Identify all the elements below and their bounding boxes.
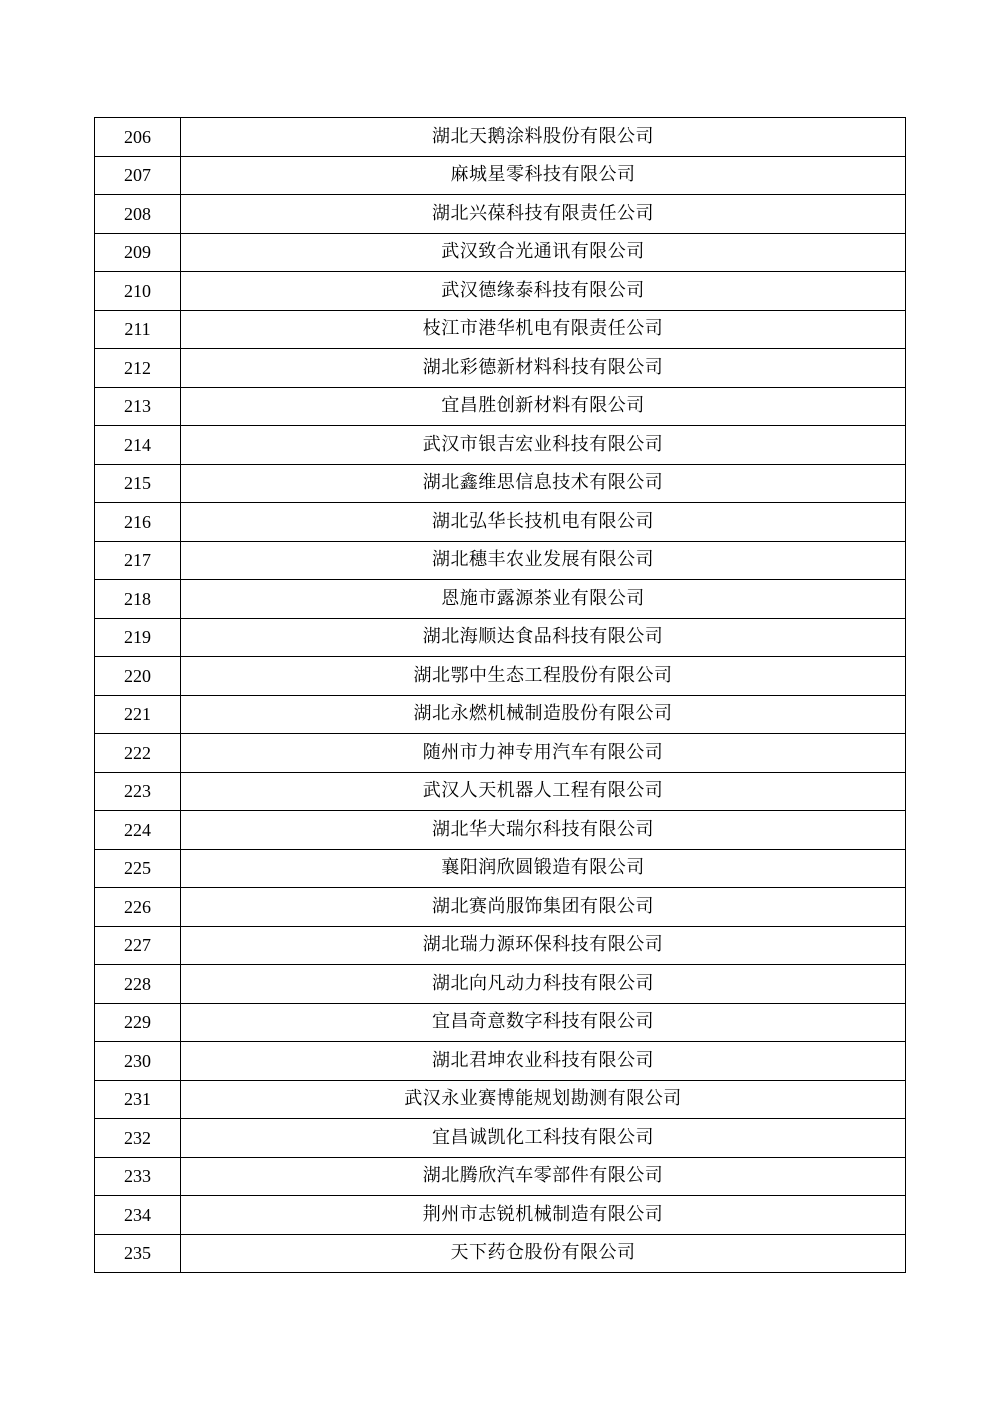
- row-number: 215: [95, 464, 181, 503]
- company-name: 天下药仓股份有限公司: [181, 1234, 906, 1273]
- company-name: 荆州市志锐机械制造有限公司: [181, 1196, 906, 1235]
- row-number: 210: [95, 272, 181, 311]
- company-name: 湖北君坤农业科技有限公司: [181, 1042, 906, 1081]
- company-name: 麻城星零科技有限公司: [181, 156, 906, 195]
- company-name: 湖北永燃机械制造股份有限公司: [181, 695, 906, 734]
- table-row: [95, 1196, 906, 1235]
- company-list-table: [94, 117, 906, 1273]
- table-row: [95, 349, 906, 388]
- row-number: 212: [95, 349, 181, 388]
- table-row: [95, 426, 906, 465]
- row-number: 226: [95, 888, 181, 927]
- table-row: [95, 888, 906, 927]
- company-name: 湖北天鹅涂料股份有限公司: [181, 118, 906, 157]
- row-number: 206: [95, 118, 181, 157]
- company-name: 枝江市港华机电有限责任公司: [181, 310, 906, 349]
- table-row: [95, 541, 906, 580]
- company-name: 宜昌诚凯化工科技有限公司: [181, 1119, 906, 1158]
- table-row: [95, 387, 906, 426]
- company-name: 宜昌胜创新材料有限公司: [181, 387, 906, 426]
- row-number: 232: [95, 1119, 181, 1158]
- table-row: [95, 965, 906, 1004]
- row-number: 230: [95, 1042, 181, 1081]
- row-number: 234: [95, 1196, 181, 1235]
- company-name: 湖北瑞力源环保科技有限公司: [181, 926, 906, 965]
- row-number: 233: [95, 1157, 181, 1196]
- row-number: 211: [95, 310, 181, 349]
- company-name: 武汉致合光通讯有限公司: [181, 233, 906, 272]
- company-name: 湖北腾欣汽车零部件有限公司: [181, 1157, 906, 1196]
- company-name: 湖北穗丰农业发展有限公司: [181, 541, 906, 580]
- row-number: 219: [95, 618, 181, 657]
- row-number: 216: [95, 503, 181, 542]
- company-name: 湖北海顺达食品科技有限公司: [181, 618, 906, 657]
- company-name: 武汉永业赛博能规划勘测有限公司: [181, 1080, 906, 1119]
- table-row: [95, 464, 906, 503]
- table-row: [95, 503, 906, 542]
- row-number: 231: [95, 1080, 181, 1119]
- company-name: 湖北向凡动力科技有限公司: [181, 965, 906, 1004]
- company-name: 武汉德缘泰科技有限公司: [181, 272, 906, 311]
- row-number: 235: [95, 1234, 181, 1273]
- company-name: 武汉市银吉宏业科技有限公司: [181, 426, 906, 465]
- row-number: 214: [95, 426, 181, 465]
- table-row: [95, 1157, 906, 1196]
- table-row: [95, 734, 906, 773]
- table-row: [95, 233, 906, 272]
- company-name: 湖北彩德新材料科技有限公司: [181, 349, 906, 388]
- row-number: 220: [95, 657, 181, 696]
- company-name: 湖北鄂中生态工程股份有限公司: [181, 657, 906, 696]
- table-row: [95, 1003, 906, 1042]
- row-number: 223: [95, 772, 181, 811]
- row-number: 227: [95, 926, 181, 965]
- row-number: 224: [95, 811, 181, 850]
- table-row: [95, 1080, 906, 1119]
- row-number: 229: [95, 1003, 181, 1042]
- row-number: 209: [95, 233, 181, 272]
- row-number: 221: [95, 695, 181, 734]
- table-row: [95, 618, 906, 657]
- company-name: 恩施市露源茶业有限公司: [181, 580, 906, 619]
- company-name: 湖北兴葆科技有限责任公司: [181, 195, 906, 234]
- row-number: 207: [95, 156, 181, 195]
- row-number: 208: [95, 195, 181, 234]
- row-number: 217: [95, 541, 181, 580]
- row-number: 218: [95, 580, 181, 619]
- table-row: [95, 310, 906, 349]
- table-row: [95, 118, 906, 157]
- row-number: 213: [95, 387, 181, 426]
- row-number: 228: [95, 965, 181, 1004]
- company-name: 襄阳润欣圆锻造有限公司: [181, 849, 906, 888]
- table-row: [95, 926, 906, 965]
- table-row: [95, 811, 906, 850]
- company-name: 湖北弘华长技机电有限公司: [181, 503, 906, 542]
- table-row: [95, 580, 906, 619]
- company-name: 武汉人天机器人工程有限公司: [181, 772, 906, 811]
- table-row: [95, 272, 906, 311]
- table-row: [95, 657, 906, 696]
- row-number: 225: [95, 849, 181, 888]
- table-row: [95, 156, 906, 195]
- company-name: 湖北鑫维思信息技术有限公司: [181, 464, 906, 503]
- row-number: 222: [95, 734, 181, 773]
- table-row: [95, 1234, 906, 1273]
- company-list-body: [95, 118, 906, 1273]
- table-row: [95, 849, 906, 888]
- table-row: [95, 695, 906, 734]
- table-row: [95, 1119, 906, 1158]
- table-row: [95, 195, 906, 234]
- company-name: 随州市力神专用汽车有限公司: [181, 734, 906, 773]
- company-name: 宜昌奇意数字科技有限公司: [181, 1003, 906, 1042]
- company-name: 湖北赛尚服饰集团有限公司: [181, 888, 906, 927]
- table-row: [95, 1042, 906, 1081]
- table-row: [95, 772, 906, 811]
- company-name: 湖北华大瑞尔科技有限公司: [181, 811, 906, 850]
